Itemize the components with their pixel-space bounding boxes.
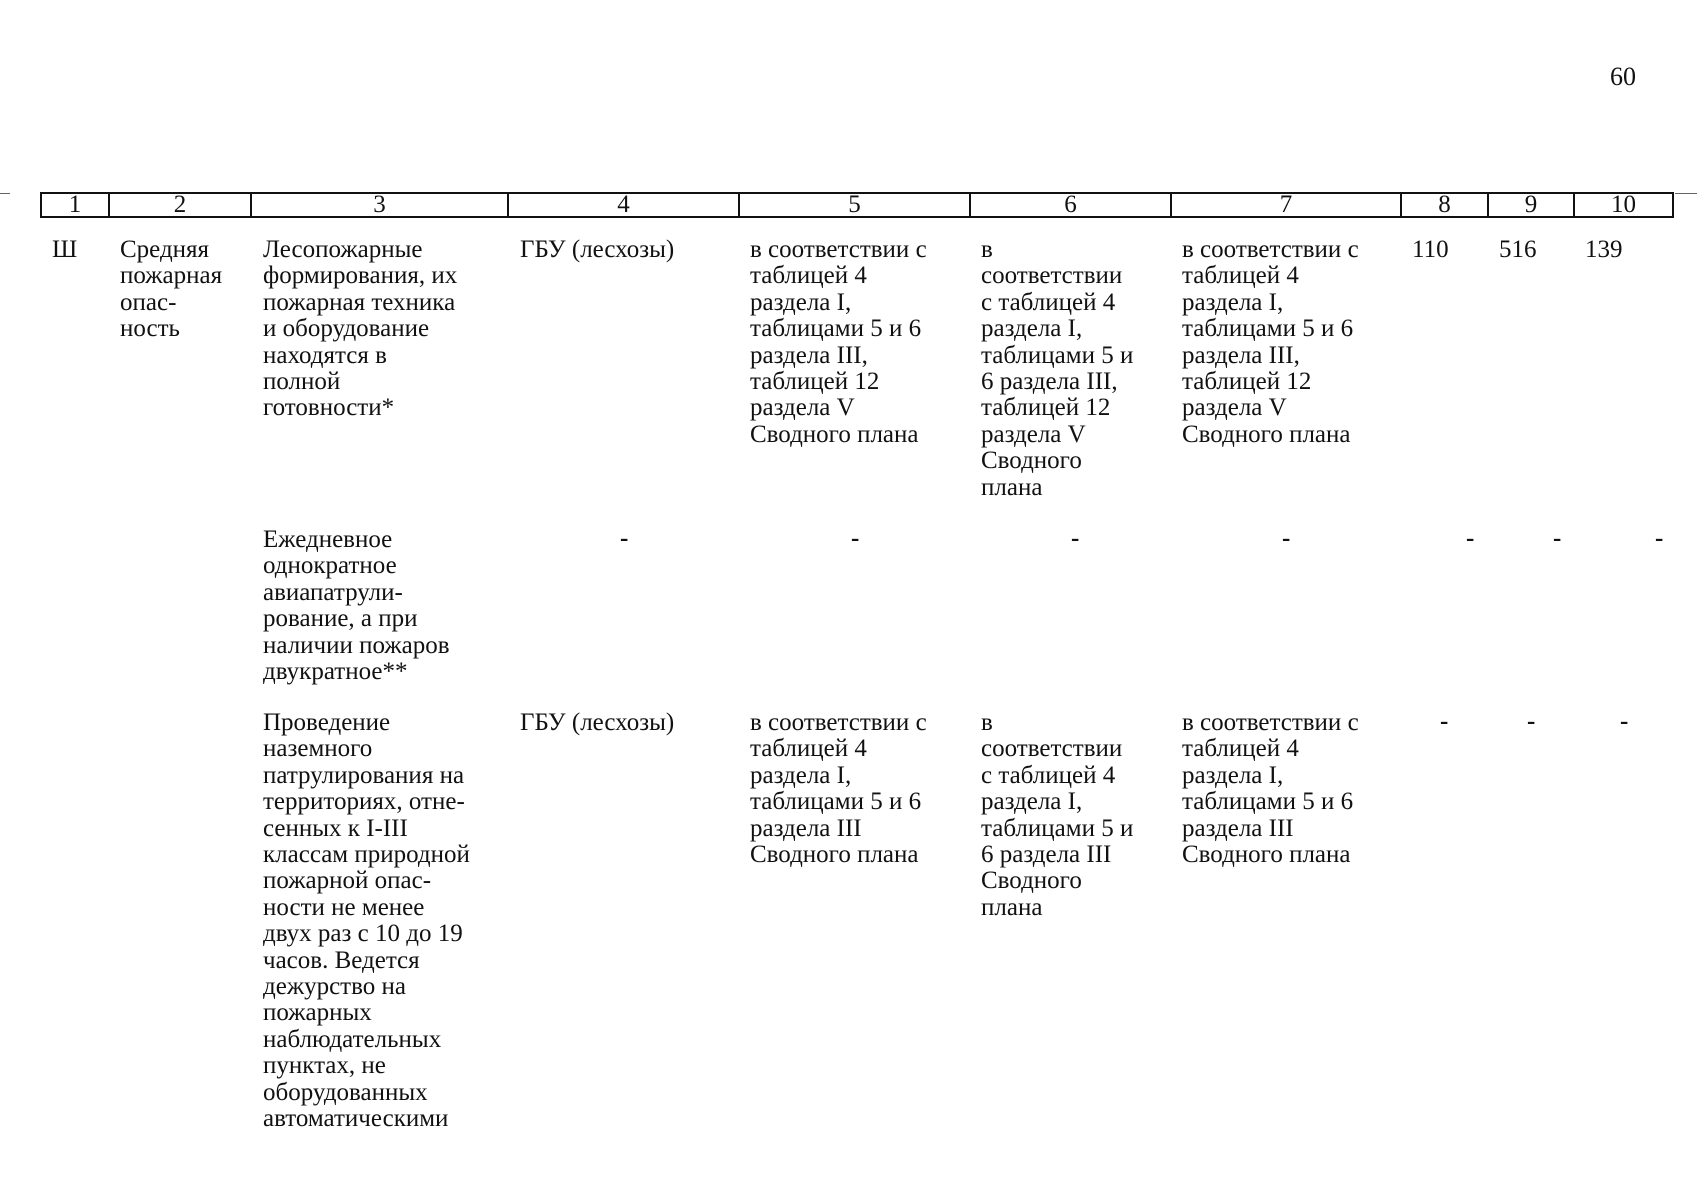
row2-col10-dash: - (1655, 525, 1664, 552)
column-header-4: 4 (508, 193, 739, 217)
row2-col7-dash: - (1282, 525, 1291, 552)
row3-executor: ГБУ (лесхозы) (520, 709, 675, 736)
column-header-7: 7 (1171, 193, 1401, 217)
column-header-3: 3 (251, 193, 508, 217)
row3-col7: в соответствии с таблицей 4 раздела I, таблицами 5 и 6 раздела III Сводного плана (1182, 709, 1359, 869)
column-header-10: 10 (1574, 193, 1673, 217)
row1-col7: в соответствии с таблицей 4 раздела I, таблицами 5 и 6 раздела III, таблицей 12 раздела V Сводного плана (1182, 236, 1359, 448)
row3-measure: Проведение наземного патрулирования на территориях, отне- сенных к I-III классам природной пожарной опас- ности не менее двух раз с 10 до 19 часов. Ведется дежурство на пожарных наблюдательных пунктах, не оборудованных автоматическими (263, 709, 470, 1133)
scan-edge-mark-right (1675, 193, 1697, 194)
row2-col6-dash: - (1071, 525, 1080, 552)
row2-col4-dash: - (620, 525, 629, 552)
row1-col9: 516 (1499, 236, 1537, 263)
column-header-1: 1 (41, 193, 109, 217)
column-header-8: 8 (1401, 193, 1488, 217)
row1-danger-level: Средняя пожарная опас- ность (120, 236, 223, 343)
row2-col8-dash: - (1466, 525, 1475, 552)
row1-col5: в соответствии с таблицей 4 раздела I, таблицами 5 и 6 раздела III, таблицей 12 раздела V Сводного плана (750, 236, 927, 448)
row1-col10: 139 (1585, 236, 1623, 263)
column-number-header (40, 192, 1674, 218)
row2-measure: Ежедневное однократное авиапатрули- рование, а при наличии пожаров двукратное** (263, 526, 450, 686)
row3-col9-dash: - (1527, 708, 1536, 735)
row3-col5: в соответствии с таблицей 4 раздела I, таблицами 5 и 6 раздела III Сводного плана (750, 709, 927, 869)
column-header-2: 2 (109, 193, 251, 217)
row2-col9-dash: - (1553, 525, 1562, 552)
row3-col10-dash: - (1620, 708, 1629, 735)
scan-edge-mark-left (0, 193, 10, 194)
row1-executor: ГБУ (лесхозы) (520, 236, 675, 263)
row1-col8: 110 (1412, 236, 1449, 263)
row3-col8-dash: - (1440, 708, 1449, 735)
row1-measure: Лесопожарные формирования, их пожарная техника и оборудование находятся в полной готовности* (263, 236, 458, 422)
page-number: 60 (1610, 62, 1636, 91)
row2-col5-dash: - (851, 525, 860, 552)
column-header-5: 5 (739, 193, 970, 217)
row3-col6: в соответствии с таблицей 4 раздела I, таблицами 5 и 6 раздела III Сводного плана (981, 709, 1134, 921)
column-header-9: 9 (1488, 193, 1574, 217)
column-header-6: 6 (970, 193, 1171, 217)
row1-col6: в соответствии с таблицей 4 раздела I, таблицами 5 и 6 раздела III, таблицей 12 раздела V Сводного плана (981, 236, 1134, 501)
row1-class: Ш (52, 236, 78, 263)
